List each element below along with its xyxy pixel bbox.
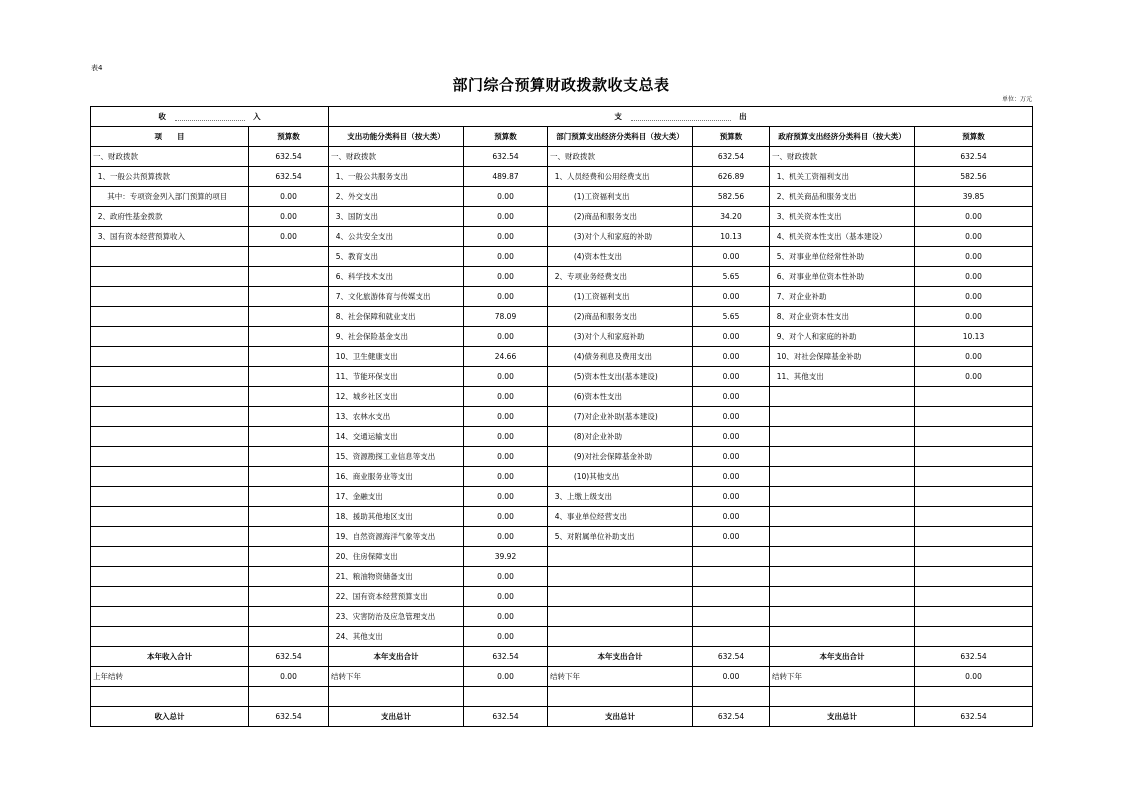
budget-amount-cell: 0.00 bbox=[249, 227, 329, 247]
budget-amount-cell bbox=[249, 347, 329, 367]
top-header-row bbox=[91, 107, 1033, 127]
item-label-cell: 1、一般公共服务支出 bbox=[329, 167, 464, 187]
table-row bbox=[91, 287, 1033, 307]
budget-amount-cell: 632.54 bbox=[915, 707, 1033, 727]
budget-amount-cell: 0.00 bbox=[915, 207, 1033, 227]
budget-amount-cell: 78.09 bbox=[464, 307, 548, 327]
budget-amount-cell: 0.00 bbox=[464, 627, 548, 647]
item-label-cell: 12、城乡社区支出 bbox=[329, 387, 464, 407]
budget-amount-cell: 0.00 bbox=[693, 487, 770, 507]
table-row bbox=[91, 147, 1033, 167]
budget-amount-cell: 0.00 bbox=[693, 527, 770, 547]
col-header: 政府预算支出经济分类科目（按大类） bbox=[770, 127, 915, 147]
budget-amount-cell: 0.00 bbox=[464, 447, 548, 467]
budget-amount-cell: 24.66 bbox=[464, 347, 548, 367]
table-row bbox=[91, 487, 1033, 507]
budget-amount-cell: 0.00 bbox=[249, 667, 329, 687]
item-label-cell: 1、一般公共预算拨款 bbox=[91, 167, 249, 187]
income-header bbox=[91, 107, 329, 127]
budget-amount-cell: 0.00 bbox=[915, 267, 1033, 287]
budget-amount-cell: 632.54 bbox=[249, 707, 329, 727]
item-label-cell: 结转下年 bbox=[770, 667, 915, 687]
budget-amount-cell: 34.20 bbox=[693, 207, 770, 227]
item-label-cell bbox=[770, 487, 915, 507]
budget-amount-cell bbox=[249, 247, 329, 267]
item-label-cell: 9、对个人和家庭的补助 bbox=[770, 327, 915, 347]
budget-amount-cell: 0.00 bbox=[464, 187, 548, 207]
budget-amount-cell bbox=[464, 687, 548, 707]
blank-row bbox=[91, 687, 1033, 707]
item-label-cell: 20、住房保障支出 bbox=[329, 547, 464, 567]
table-row bbox=[91, 307, 1033, 327]
item-label-cell bbox=[91, 547, 249, 567]
budget-amount-cell: 39.85 bbox=[915, 187, 1033, 207]
budget-amount-cell bbox=[249, 447, 329, 467]
col-header: 预算数 bbox=[249, 127, 329, 147]
budget-amount-cell bbox=[915, 527, 1033, 547]
budget-amount-cell: 0.00 bbox=[915, 347, 1033, 367]
carry-over-row bbox=[91, 667, 1033, 687]
budget-amount-cell bbox=[249, 267, 329, 287]
item-label-cell bbox=[548, 607, 693, 627]
item-label-cell bbox=[91, 367, 249, 387]
item-label-cell: (3)对个人和家庭的补助 bbox=[548, 227, 693, 247]
budget-amount-cell bbox=[249, 527, 329, 547]
budget-amount-cell: 0.00 bbox=[464, 467, 548, 487]
item-label-cell bbox=[548, 687, 693, 707]
budget-amount-cell bbox=[915, 467, 1033, 487]
table-number: 表4 bbox=[91, 64, 103, 72]
table-row bbox=[91, 387, 1033, 407]
budget-amount-cell: 0.00 bbox=[693, 347, 770, 367]
item-label-cell bbox=[770, 547, 915, 567]
budget-amount-cell bbox=[249, 427, 329, 447]
budget-amount-cell bbox=[693, 607, 770, 627]
budget-amount-cell: 632.54 bbox=[464, 147, 548, 167]
item-label-cell: 15、资源勘探工业信息等支出 bbox=[329, 447, 464, 467]
item-label-cell bbox=[770, 627, 915, 647]
budget-amount-cell: 0.00 bbox=[464, 247, 548, 267]
budget-amount-cell: 39.92 bbox=[464, 547, 548, 567]
item-label-cell bbox=[91, 427, 249, 447]
item-label-cell: 3、机关资本性支出 bbox=[770, 207, 915, 227]
budget-amount-cell bbox=[249, 287, 329, 307]
item-label-cell: (1)工资福利支出 bbox=[548, 187, 693, 207]
item-label-cell bbox=[91, 487, 249, 507]
item-label-cell bbox=[770, 687, 915, 707]
item-label-cell bbox=[770, 427, 915, 447]
item-label-cell: 17、金融支出 bbox=[329, 487, 464, 507]
col-header: 部门预算支出经济分类科目（按大类） bbox=[548, 127, 693, 147]
budget-amount-cell: 0.00 bbox=[693, 467, 770, 487]
item-label-cell bbox=[548, 627, 693, 647]
item-label-cell: 1、机关工资福利支出 bbox=[770, 167, 915, 187]
table-row bbox=[91, 607, 1033, 627]
item-label-cell bbox=[91, 447, 249, 467]
item-label-cell: (8)对企业补助 bbox=[548, 427, 693, 447]
column-header-row bbox=[91, 127, 1033, 147]
item-label-cell: 11、节能环保支出 bbox=[329, 367, 464, 387]
item-label-cell: (4)资本性支出 bbox=[548, 247, 693, 267]
item-label-cell: 3、上缴上级支出 bbox=[548, 487, 693, 507]
budget-amount-cell: 0.00 bbox=[693, 367, 770, 387]
budget-amount-cell: 632.54 bbox=[249, 167, 329, 187]
table-row bbox=[91, 587, 1033, 607]
expense-header bbox=[329, 107, 1033, 127]
item-label-cell: 本年收入合计 bbox=[91, 647, 249, 667]
item-label-cell: 支出总计 bbox=[548, 707, 693, 727]
budget-amount-cell bbox=[915, 487, 1033, 507]
item-label-cell: 6、科学技术支出 bbox=[329, 267, 464, 287]
budget-amount-cell: 0.00 bbox=[464, 667, 548, 687]
budget-amount-cell: 632.54 bbox=[693, 147, 770, 167]
budget-amount-cell bbox=[693, 567, 770, 587]
budget-amount-cell bbox=[249, 407, 329, 427]
budget-amount-cell bbox=[915, 547, 1033, 567]
income-header-b: 入 bbox=[253, 112, 261, 121]
budget-amount-cell: 0.00 bbox=[693, 327, 770, 347]
item-label-cell: 本年支出合计 bbox=[329, 647, 464, 667]
item-label-cell bbox=[770, 387, 915, 407]
col-header: 支出功能分类科目（按大类） bbox=[329, 127, 464, 147]
item-label-cell bbox=[91, 567, 249, 587]
item-label-cell: 4、事业单位经营支出 bbox=[548, 507, 693, 527]
budget-amount-cell: 0.00 bbox=[915, 227, 1033, 247]
budget-amount-cell: 0.00 bbox=[464, 287, 548, 307]
budget-amount-cell: 0.00 bbox=[249, 187, 329, 207]
table-row bbox=[91, 567, 1033, 587]
budget-amount-cell: 5.65 bbox=[693, 307, 770, 327]
item-label-cell bbox=[770, 587, 915, 607]
budget-amount-cell bbox=[249, 467, 329, 487]
budget-amount-cell bbox=[249, 487, 329, 507]
item-label-cell bbox=[91, 347, 249, 367]
budget-amount-cell: 0.00 bbox=[915, 247, 1033, 267]
budget-amount-cell: 632.54 bbox=[249, 147, 329, 167]
budget-amount-cell bbox=[693, 587, 770, 607]
item-label-cell bbox=[91, 687, 249, 707]
expense-header-a: 支 bbox=[614, 112, 622, 121]
item-label-cell: (3)对个人和家庭补助 bbox=[548, 327, 693, 347]
budget-amount-cell bbox=[915, 627, 1033, 647]
budget-amount-cell bbox=[249, 627, 329, 647]
item-label-cell: (5)资本性支出(基本建设) bbox=[548, 367, 693, 387]
table-row bbox=[91, 527, 1033, 547]
budget-amount-cell: 582.56 bbox=[693, 187, 770, 207]
item-label-cell bbox=[770, 507, 915, 527]
col-header: 项 目 bbox=[91, 127, 249, 147]
item-label-cell: 9、社会保险基金支出 bbox=[329, 327, 464, 347]
dotted-leader bbox=[175, 114, 245, 121]
item-label-cell: 支出总计 bbox=[329, 707, 464, 727]
item-label-cell: 19、自然资源海洋气象等支出 bbox=[329, 527, 464, 547]
budget-amount-cell bbox=[693, 687, 770, 707]
item-label-cell: 16、商业服务业等支出 bbox=[329, 467, 464, 487]
item-label-cell: (9)对社会保障基金补助 bbox=[548, 447, 693, 467]
item-label-cell: 7、对企业补助 bbox=[770, 287, 915, 307]
table-row bbox=[91, 207, 1033, 227]
item-label-cell: 10、对社会保障基金补助 bbox=[770, 347, 915, 367]
budget-amount-cell: 0.00 bbox=[464, 587, 548, 607]
item-label-cell: (7)对企业补助(基本建设) bbox=[548, 407, 693, 427]
item-label-cell: (1)工资福利支出 bbox=[548, 287, 693, 307]
budget-amount-cell bbox=[693, 627, 770, 647]
budget-amount-cell bbox=[249, 387, 329, 407]
item-label-cell: 10、卫生健康支出 bbox=[329, 347, 464, 367]
budget-amount-cell bbox=[915, 427, 1033, 447]
item-label-cell bbox=[770, 607, 915, 627]
budget-table bbox=[90, 106, 1033, 727]
budget-amount-cell bbox=[915, 687, 1033, 707]
item-label-cell: 2、政府性基金拨款 bbox=[91, 207, 249, 227]
budget-amount-cell: 0.00 bbox=[464, 227, 548, 247]
item-label-cell: 支出总计 bbox=[770, 707, 915, 727]
year-total-row bbox=[91, 647, 1033, 667]
table-row bbox=[91, 167, 1033, 187]
budget-amount-cell: 0.00 bbox=[464, 487, 548, 507]
budget-amount-cell: 0.00 bbox=[464, 367, 548, 387]
budget-amount-cell bbox=[915, 607, 1033, 627]
table-row bbox=[91, 407, 1033, 427]
budget-amount-cell: 632.54 bbox=[915, 647, 1033, 667]
item-label-cell: 其中：专项资金列入部门预算的项目 bbox=[91, 187, 249, 207]
col-header: 预算数 bbox=[915, 127, 1033, 147]
budget-amount-cell: 10.13 bbox=[915, 327, 1033, 347]
budget-amount-cell: 0.00 bbox=[464, 387, 548, 407]
budget-amount-cell bbox=[249, 507, 329, 527]
item-label-cell bbox=[548, 587, 693, 607]
table-row bbox=[91, 467, 1033, 487]
item-label-cell: 本年支出合计 bbox=[548, 647, 693, 667]
budget-amount-cell: 632.54 bbox=[464, 707, 548, 727]
table-row bbox=[91, 347, 1033, 367]
item-label-cell: 4、机关资本性支出（基本建设） bbox=[770, 227, 915, 247]
budget-amount-cell: 489.87 bbox=[464, 167, 548, 187]
budget-amount-cell bbox=[915, 447, 1033, 467]
budget-amount-cell: 626.89 bbox=[693, 167, 770, 187]
item-label-cell: 8、对企业资本性支出 bbox=[770, 307, 915, 327]
item-label-cell bbox=[770, 407, 915, 427]
budget-amount-cell bbox=[915, 387, 1033, 407]
item-label-cell bbox=[91, 467, 249, 487]
budget-amount-cell: 0.00 bbox=[915, 287, 1033, 307]
item-label-cell bbox=[770, 567, 915, 587]
item-label-cell bbox=[91, 407, 249, 427]
item-label-cell bbox=[548, 567, 693, 587]
budget-amount-cell: 0.00 bbox=[693, 387, 770, 407]
table-row bbox=[91, 367, 1033, 387]
item-label-cell: 3、国防支出 bbox=[329, 207, 464, 227]
budget-amount-cell: 0.00 bbox=[915, 307, 1033, 327]
budget-amount-cell bbox=[915, 587, 1033, 607]
item-label-cell: 2、外交支出 bbox=[329, 187, 464, 207]
table-row bbox=[91, 447, 1033, 467]
item-label-cell: 13、农林水支出 bbox=[329, 407, 464, 427]
item-label-cell: 21、粮油物资储备支出 bbox=[329, 567, 464, 587]
item-label-cell: 结转下年 bbox=[329, 667, 464, 687]
item-label-cell: 3、国有资本经营预算收入 bbox=[91, 227, 249, 247]
budget-amount-cell bbox=[693, 547, 770, 567]
item-label-cell: 本年支出合计 bbox=[770, 647, 915, 667]
table-row bbox=[91, 507, 1033, 527]
budget-amount-cell: 0.00 bbox=[464, 267, 548, 287]
budget-amount-cell: 0.00 bbox=[464, 507, 548, 527]
expense-header-b: 出 bbox=[739, 112, 747, 121]
dotted-leader bbox=[631, 114, 731, 121]
item-label-cell bbox=[91, 267, 249, 287]
item-label-cell bbox=[91, 627, 249, 647]
item-label-cell: 14、交通运输支出 bbox=[329, 427, 464, 447]
budget-amount-cell: 0.00 bbox=[693, 427, 770, 447]
budget-amount-cell: 0.00 bbox=[693, 507, 770, 527]
income-header-a: 收 bbox=[158, 112, 166, 121]
budget-amount-cell: 632.54 bbox=[693, 707, 770, 727]
budget-amount-cell: 0.00 bbox=[464, 207, 548, 227]
item-label-cell: 收入总计 bbox=[91, 707, 249, 727]
item-label-cell: (2)商品和服务支出 bbox=[548, 207, 693, 227]
table-row bbox=[91, 547, 1033, 567]
item-label-cell: 11、其他支出 bbox=[770, 367, 915, 387]
item-label-cell bbox=[548, 547, 693, 567]
item-label-cell bbox=[91, 607, 249, 627]
budget-amount-cell: 582.56 bbox=[915, 167, 1033, 187]
item-label-cell: 一、财政拨款 bbox=[91, 147, 249, 167]
budget-amount-cell: 5.65 bbox=[693, 267, 770, 287]
budget-amount-cell: 0.00 bbox=[249, 207, 329, 227]
unit-label: 单位：万元 bbox=[1001, 96, 1032, 103]
item-label-cell: (6)资本性支出 bbox=[548, 387, 693, 407]
budget-amount-cell bbox=[915, 567, 1033, 587]
table-row bbox=[91, 627, 1033, 647]
item-label-cell: 18、援助其他地区支出 bbox=[329, 507, 464, 527]
item-label-cell: 24、其他支出 bbox=[329, 627, 464, 647]
budget-amount-cell: 0.00 bbox=[464, 327, 548, 347]
budget-amount-cell bbox=[915, 507, 1033, 527]
item-label-cell: 上年结转 bbox=[91, 667, 249, 687]
budget-amount-cell bbox=[249, 327, 329, 347]
item-label-cell: 8、社会保障和就业支出 bbox=[329, 307, 464, 327]
item-label-cell: 2、机关商品和服务支出 bbox=[770, 187, 915, 207]
budget-amount-cell: 0.00 bbox=[464, 427, 548, 447]
item-label-cell bbox=[770, 447, 915, 467]
item-label-cell: 结转下年 bbox=[548, 667, 693, 687]
budget-amount-cell bbox=[249, 567, 329, 587]
item-label-cell: 5、对事业单位经常性补助 bbox=[770, 247, 915, 267]
item-label-cell: (2)商品和服务支出 bbox=[548, 307, 693, 327]
item-label-cell: 一、财政拨款 bbox=[329, 147, 464, 167]
item-label-cell bbox=[770, 467, 915, 487]
col-header: 预算数 bbox=[464, 127, 548, 147]
budget-amount-cell: 0.00 bbox=[464, 527, 548, 547]
budget-amount-cell bbox=[249, 607, 329, 627]
table-row bbox=[91, 267, 1033, 287]
item-label-cell: 7、文化旅游体育与传媒支出 bbox=[329, 287, 464, 307]
item-label-cell bbox=[91, 587, 249, 607]
item-label-cell bbox=[91, 287, 249, 307]
budget-amount-cell: 0.00 bbox=[693, 247, 770, 267]
item-label-cell bbox=[91, 507, 249, 527]
item-label-cell bbox=[91, 387, 249, 407]
budget-amount-cell bbox=[249, 307, 329, 327]
item-label-cell bbox=[91, 247, 249, 267]
budget-amount-cell: 0.00 bbox=[693, 287, 770, 307]
budget-amount-cell bbox=[915, 407, 1033, 427]
table-row bbox=[91, 247, 1033, 267]
item-label-cell: 4、公共安全支出 bbox=[329, 227, 464, 247]
item-label-cell bbox=[91, 527, 249, 547]
budget-amount-cell bbox=[249, 587, 329, 607]
budget-amount-cell: 632.54 bbox=[249, 647, 329, 667]
budget-amount-cell: 632.54 bbox=[915, 147, 1033, 167]
item-label-cell: 22、国有资本经营预算支出 bbox=[329, 587, 464, 607]
item-label-cell bbox=[770, 527, 915, 547]
item-label-cell: (10)其他支出 bbox=[548, 467, 693, 487]
item-label-cell: 一、财政拨款 bbox=[548, 147, 693, 167]
page-title: 部门综合预算财政拨款收支总表 bbox=[452, 76, 670, 94]
item-label-cell: 5、对附属单位补助支出 bbox=[548, 527, 693, 547]
item-label-cell bbox=[91, 327, 249, 347]
col-header: 预算数 bbox=[693, 127, 770, 147]
table-row bbox=[91, 227, 1033, 247]
budget-amount-cell bbox=[249, 547, 329, 567]
budget-amount-cell: 632.54 bbox=[693, 647, 770, 667]
budget-amount-cell: 0.00 bbox=[915, 367, 1033, 387]
item-label-cell: 23、灾害防治及应急管理支出 bbox=[329, 607, 464, 627]
budget-amount-cell bbox=[249, 687, 329, 707]
table-row bbox=[91, 427, 1033, 447]
item-label-cell bbox=[91, 307, 249, 327]
item-label-cell: 一、财政拨款 bbox=[770, 147, 915, 167]
item-label-cell: 5、教育支出 bbox=[329, 247, 464, 267]
table-row bbox=[91, 327, 1033, 347]
budget-amount-cell: 0.00 bbox=[915, 667, 1033, 687]
budget-amount-cell: 0.00 bbox=[693, 447, 770, 467]
item-label-cell: (4)债务利息及费用支出 bbox=[548, 347, 693, 367]
item-label-cell: 6、对事业单位资本性补助 bbox=[770, 267, 915, 287]
grand-total-row bbox=[91, 707, 1033, 727]
budget-amount-cell: 0.00 bbox=[693, 667, 770, 687]
budget-amount-cell: 0.00 bbox=[693, 407, 770, 427]
budget-amount-cell: 0.00 bbox=[464, 567, 548, 587]
budget-amount-cell: 0.00 bbox=[464, 407, 548, 427]
item-label-cell: 1、人员经费和公用经费支出 bbox=[548, 167, 693, 187]
item-label-cell: 2、专项业务经费支出 bbox=[548, 267, 693, 287]
item-label-cell bbox=[329, 687, 464, 707]
budget-amount-cell: 10.13 bbox=[693, 227, 770, 247]
budget-amount-cell: 632.54 bbox=[464, 647, 548, 667]
budget-amount-cell bbox=[249, 367, 329, 387]
table-row bbox=[91, 187, 1033, 207]
budget-amount-cell: 0.00 bbox=[464, 607, 548, 627]
